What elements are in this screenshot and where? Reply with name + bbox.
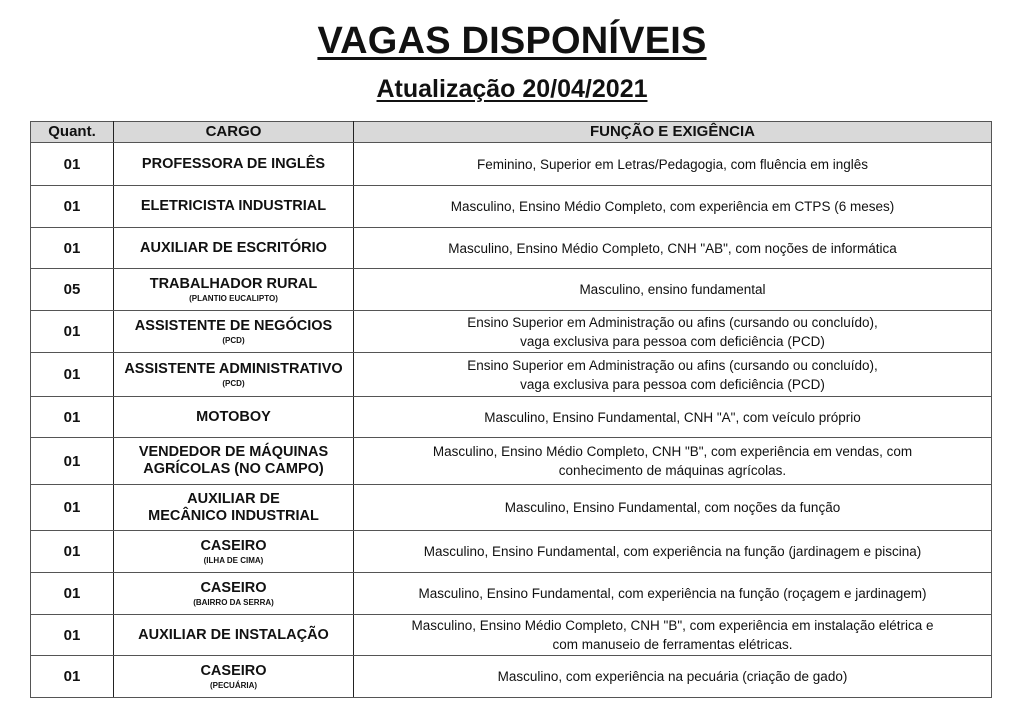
header-funcao: FUNÇÃO E EXIGÊNCIA [354, 122, 992, 143]
quant-cell: 01 [31, 397, 114, 438]
cargo-note: (PCD) [222, 335, 245, 345]
cargo-title: CASEIRO [200, 579, 267, 596]
cargo-note: (PLANTIO EUCALIPTO) [189, 293, 278, 303]
cargo-title: AUXILIAR DE MECÂNICO INDUSTRIAL [148, 490, 319, 524]
funcao-cell [354, 615, 992, 656]
quant-cell: 01 [31, 353, 114, 397]
funcao-cell [354, 573, 992, 615]
cargo-title: CASEIRO [200, 537, 267, 554]
job-vacancies-table [30, 121, 992, 698]
quant-cell: 01 [31, 311, 114, 353]
funcao-cell [354, 397, 992, 438]
update-date-subtitle [0, 72, 1024, 106]
table-row [31, 438, 992, 485]
cargo-title: AUXILIAR DE INSTALAÇÃO [138, 626, 329, 643]
funcao-line: Ensino Superior em Administração ou afins (cursando ou concluído), [467, 357, 878, 373]
cargo-cell [114, 353, 354, 397]
cargo-cell [114, 228, 354, 269]
table-row [31, 656, 992, 698]
cargo-title: ASSISTENTE DE NEGÓCIOS [134, 317, 333, 334]
cargo-note: (PCD) [222, 378, 245, 388]
funcao-line: vaga exclusiva para pessoa com deficiência (PCD) [520, 376, 825, 392]
cargo-cell [114, 615, 354, 656]
quant-cell: 01 [31, 143, 114, 186]
funcao-cell [354, 353, 992, 397]
quant-cell: 01 [31, 438, 114, 485]
funcao-line: Masculino, ensino fundamental [579, 282, 766, 297]
cargo-title: MOTOBOY [196, 408, 271, 425]
table-row [31, 143, 992, 186]
cargo-title: VENDEDOR DE MÁQUINAS AGRÍCOLAS (NO CAMPO) [138, 444, 329, 477]
cargo-cell [114, 485, 354, 531]
quant-cell: 01 [31, 573, 114, 615]
table-header-row [31, 122, 992, 143]
quant-cell: 01 [31, 531, 114, 573]
cargo-title: TRABALHADOR RURAL [149, 275, 318, 292]
cargo-cell [114, 311, 354, 353]
table-row [31, 186, 992, 228]
table-row [31, 615, 992, 656]
subtitle-text: Atualização 20/04/2021 [376, 75, 648, 103]
funcao-line: Masculino, com experiência na pecuária (criação de gado) [497, 669, 848, 684]
cargo-note: (BAIRRO DA SERRA) [193, 597, 274, 607]
funcao-line: Masculino, Ensino Médio Completo, CNH "B", com experiência em instalação elétrica e [411, 618, 934, 633]
cargo-cell [114, 143, 354, 186]
page-title [0, 18, 1024, 64]
table-row [31, 228, 992, 269]
funcao-line: Masculino, Ensino Médio Completo, CNH "AB", com noções de informática [448, 240, 897, 256]
funcao-cell [354, 438, 992, 485]
cargo-cell [114, 438, 354, 485]
funcao-line: Masculino, Ensino Médio Completo, com experiência em CTPS (6 meses) [450, 199, 895, 214]
quant-cell: 01 [31, 186, 114, 228]
table-row [31, 397, 992, 438]
funcao-cell [354, 186, 992, 228]
funcao-cell [354, 228, 992, 269]
funcao-line: Masculino, Ensino Médio Completo, CNH "B", com experiência em vendas, com [432, 444, 913, 459]
funcao-cell [354, 269, 992, 311]
cargo-cell [114, 269, 354, 311]
table-row [31, 269, 992, 311]
quant-cell: 01 [31, 656, 114, 698]
quant-cell: 01 [31, 228, 114, 269]
quant-cell: 05 [31, 269, 114, 311]
funcao-cell [354, 656, 992, 698]
table-row [31, 311, 992, 353]
funcao-line: Masculino, Ensino Fundamental, com noções da função [504, 500, 841, 515]
funcao-line: conhecimento de máquinas agrícolas. [558, 463, 787, 478]
funcao-line: vaga exclusiva para pessoa com deficiência (PCD) [520, 333, 825, 349]
funcao-line: com manuseio de ferramentas elétricas. [552, 637, 793, 652]
cargo-cell [114, 186, 354, 228]
funcao-cell [354, 143, 992, 186]
table-row [31, 353, 992, 397]
funcao-line: Feminino, Superior em Letras/Pedagogia, com fluência em inglês [477, 156, 868, 172]
cargo-note: (PECUÁRIA) [209, 680, 258, 690]
funcao-cell [354, 311, 992, 353]
funcao-cell [354, 485, 992, 531]
table-row [31, 485, 992, 531]
funcao-cell [354, 531, 992, 573]
table-row [31, 531, 992, 573]
quant-cell: 01 [31, 615, 114, 656]
page-title-text: VAGAS DISPONÍVEIS [317, 20, 707, 62]
cargo-title: PROFESSORA DE INGLÊS [141, 155, 326, 172]
table-row [31, 573, 992, 615]
cargo-title: CASEIRO [200, 662, 267, 679]
cargo-note: (ILHA DE CIMA) [203, 555, 264, 565]
cargo-title: AUXILIAR DE ESCRITÓRIO [140, 239, 327, 256]
header-quant: Quant. [31, 122, 114, 143]
funcao-line: Masculino, Ensino Fundamental, com experiência na função (roçagem e jardinagem) [418, 586, 927, 601]
cargo-cell [114, 573, 354, 615]
cargo-title: ELETRICISTA INDUSTRIAL [140, 198, 327, 214]
quant-cell: 01 [31, 485, 114, 531]
header-cargo: CARGO [114, 122, 354, 143]
funcao-line: Masculino, Ensino Fundamental, CNH "A", com veículo próprio [484, 409, 861, 425]
funcao-line: Masculino, Ensino Fundamental, com experiência na função (jardinagem e piscina) [423, 544, 922, 559]
funcao-line: Ensino Superior em Administração ou afins (cursando ou concluído), [467, 314, 878, 330]
cargo-title: ASSISTENTE ADMINISTRATIVO [124, 360, 343, 377]
table-body [31, 143, 992, 698]
cargo-cell [114, 397, 354, 438]
cargo-cell [114, 656, 354, 698]
cargo-cell [114, 531, 354, 573]
